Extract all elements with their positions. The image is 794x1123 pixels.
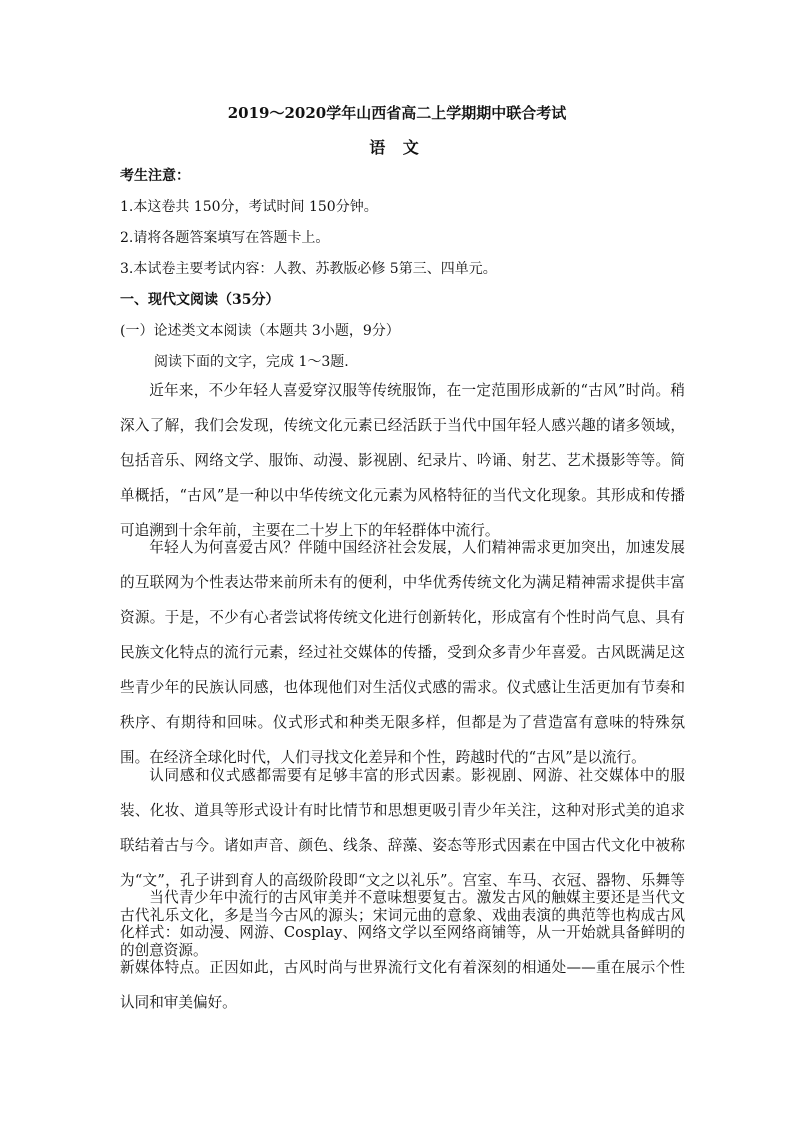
article-paragraph-1: 近年来，不少年轻人喜爱穿汉服等传统服饰，在一定范围形成新的“古风”时尚。稍深入了解，我们会发现，传统文化元素已经活跃于当代中国年轻人感兴趣的诸多领域，包括音乐、网络文学、服饰、动漫、影视剧、纪录片、吟诵、射艺、艺术摄影等等。简单概括，“古风”是一种以中华传统文化元素为风格特征的当代文化现象。其形成和传播可追溯到十余年前，主要在二十岁上下的年轻群体中流行。: [120, 382, 685, 539]
exam-subject: 语 文: [369, 138, 425, 157]
section-heading: 一、现代文阅读（35分）: [120, 292, 280, 308]
sub-section-heading: (一）论述类文本阅读（本题共 3小题，9分）: [120, 323, 400, 339]
notice-heading: 考生注意：: [120, 168, 190, 184]
article-paragraph-4: 当代青少年中流行的古风审美并不意味想要复古。激发古风的触媒主要还是当代文化样式：如动漫、网游、Cosplay、网络文学以至网络商铺等，从一开始就具备鲜明的新媒体特点。正因如此，古风时尚与世界流行文化有着深刻的相通处——重在展示个性认同和审美偏好。: [120, 889, 685, 1011]
article-paragraph-2: 年轻人为何喜爱古风？伴随中国经济社会发展，人们精神需求更加突出，加速发展的互联网为个性表达带来前所未有的便利，中华优秀传统文化为满足精神需求提供丰富资源。于是，不少有心者尝试将传统文化进行创新转化，形成富有个性时尚气息、具有民族文化特点的流行元素，经过社交媒体的传播，受到众多青少年喜爱。古风既满足这些青少年的民族认同感，也体现他们对生活仪式感的需求。仪式感让生活更加有节奏和秩序、有期待和回味。仪式形式和种类无限多样，但都是为了营造富有意味的特殊氛围。在经济全球化时代，人们寻找文化差异和个性，跨越时代的“古风”是以流行。: [120, 539, 685, 766]
notice-item-2: 2.请将各题答案填写在答题卡上。: [120, 230, 330, 246]
notice-item-3: 3.本试卷主要考试内容：人教、苏教版必修 5第三、四单元。: [120, 261, 497, 277]
article-paragraph-3: 认同感和仪式感都需要有足够丰富的形式因素。影视剧、网游、社交媒体中的服装、化妆、道具等形式设计有时比情节和思想更吸引青少年关注，这种对形式美的追求联结着古与今。诸如声音、颜色、线条、辞藻、姿态等形式因素在中国古代文化中被称为“文”，孔子讲到育人的高级阶段即“文之以礼乐”。宫室、车马、衣冠、器物、乐舞等古代礼乐文化，多是当今古风的源头；宋词元曲的意象、戏曲表演的典范等也构成古风的创意资源。: [120, 767, 685, 959]
notice-item-1: 1.本这卷共 150分，考试时间 150分钟。: [120, 199, 378, 215]
exam-title: 2019～2020学年山西省高二上学期期中联合考试: [227, 104, 567, 122]
reading-instruction: 阅读下面的文字，完成 1～3题.: [154, 354, 349, 370]
